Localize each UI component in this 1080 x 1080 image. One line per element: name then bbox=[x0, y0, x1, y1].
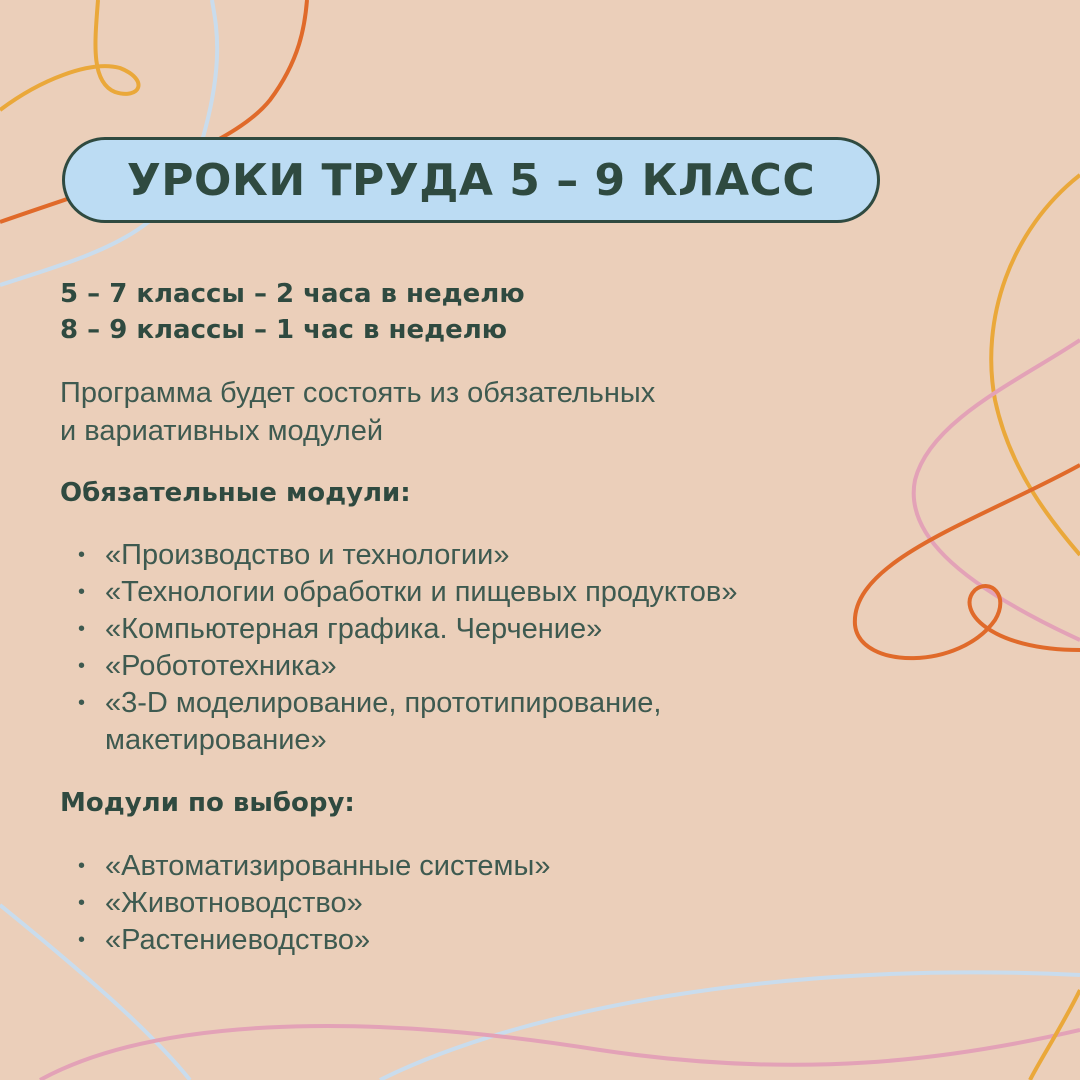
bullet-icon: • bbox=[78, 618, 86, 640]
list-item: • «Робототехника» bbox=[60, 648, 737, 685]
list-item: • «3-D моделирование, прототипирование, bbox=[60, 685, 737, 722]
bullet-icon: • bbox=[78, 692, 86, 714]
elective-list bbox=[60, 848, 550, 959]
mandatory-heading: Обязательные модули: bbox=[60, 478, 411, 508]
list-item: • «Животноводство» bbox=[60, 885, 550, 922]
list-item-continuation: макетирование» bbox=[105, 724, 327, 756]
deco-line-orange-right bbox=[855, 465, 1080, 658]
deco-line-yellow-bottom bbox=[1030, 990, 1080, 1080]
list-item: • «Производство и технологии» bbox=[60, 537, 737, 574]
deco-line-pink-bottom bbox=[40, 1026, 1080, 1080]
deco-line-yellow-right bbox=[991, 175, 1080, 555]
mandatory-list bbox=[60, 537, 737, 759]
list-item: • «Растениеводство» bbox=[60, 922, 550, 959]
title-pill bbox=[62, 137, 880, 223]
bullet-icon: • bbox=[78, 544, 86, 566]
list-item: • «Компьютерная графика. Черчение» bbox=[60, 611, 737, 648]
list-item: • «Технологии обработки и пищевых продуктов» bbox=[60, 574, 737, 611]
bullet-icon: • bbox=[78, 581, 86, 603]
intro-line: Программа будет состоять из обязательных bbox=[60, 377, 656, 409]
intro-line: и вариативных модулей bbox=[60, 415, 384, 447]
bullet-icon: • bbox=[78, 855, 86, 877]
elective-heading: Модули по выбору: bbox=[60, 788, 355, 818]
bullet-icon: • bbox=[78, 929, 86, 951]
hours-line: 5 – 7 классы – 2 часа в неделю bbox=[60, 279, 525, 309]
page-title: УРОКИ ТРУДА 5 – 9 КЛАСС bbox=[126, 154, 816, 206]
intro-text bbox=[60, 374, 655, 450]
hours-block bbox=[60, 276, 525, 348]
hours-line: 8 – 9 классы – 1 час в неделю bbox=[60, 315, 508, 345]
bullet-icon: • bbox=[78, 892, 86, 914]
list-item: • «Автоматизированные системы» bbox=[60, 848, 550, 885]
bullet-icon: • bbox=[78, 655, 86, 677]
deco-line-yellow-top bbox=[0, 0, 139, 110]
